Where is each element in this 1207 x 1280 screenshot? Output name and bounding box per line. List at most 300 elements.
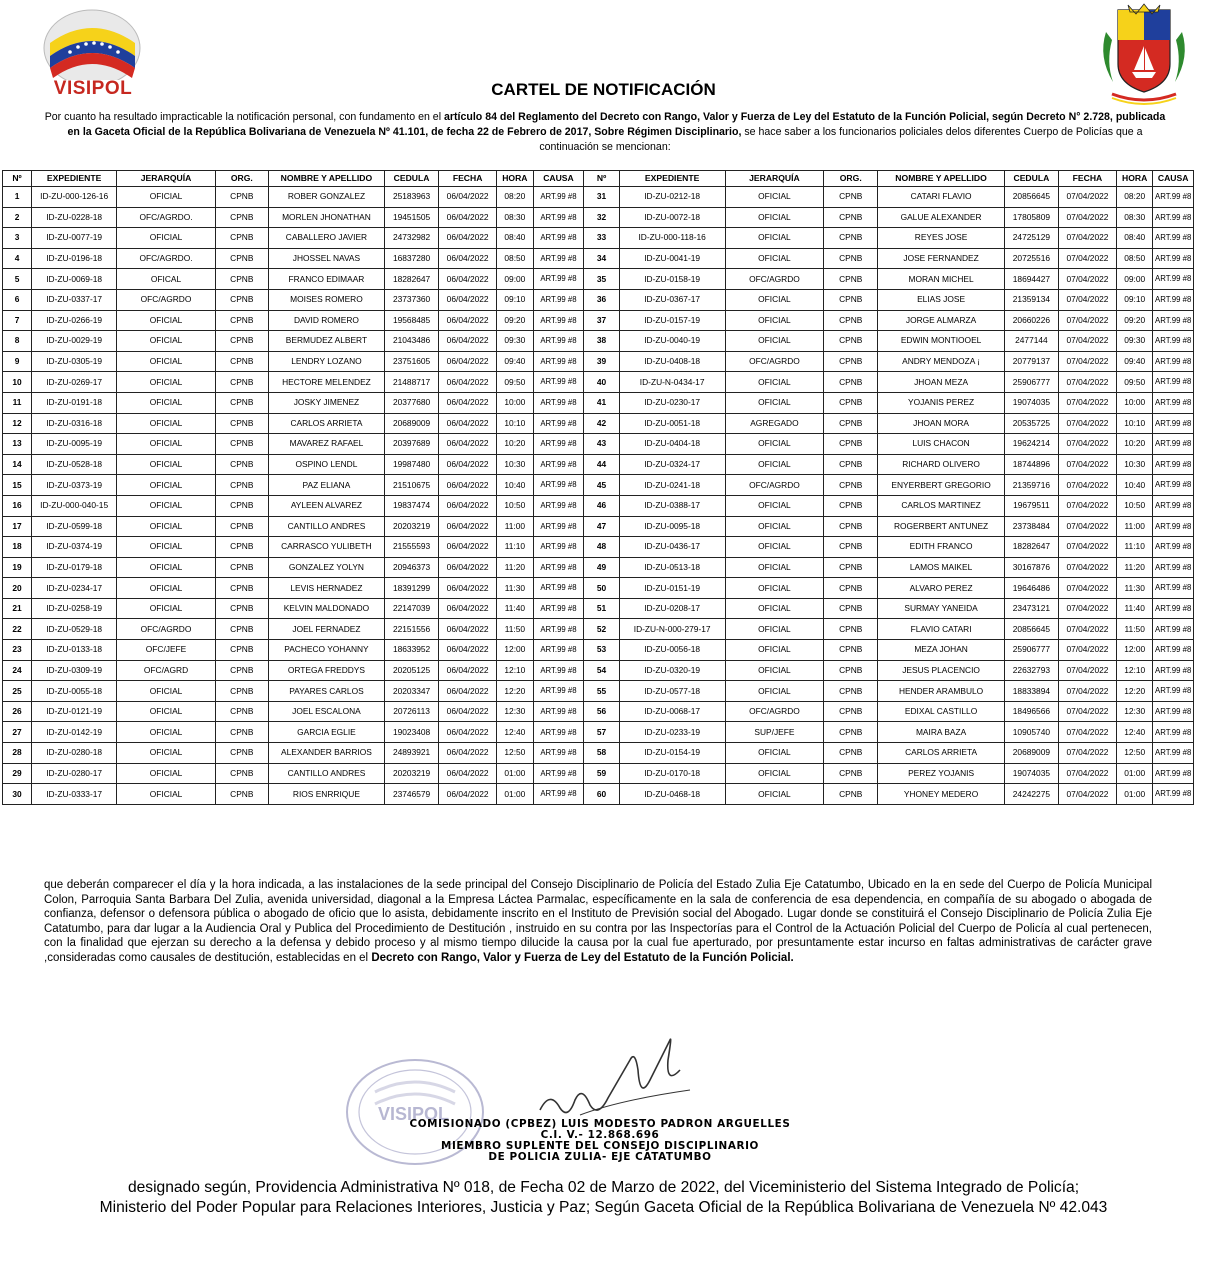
table-cell: ROBER GONZALEZ [268,187,384,208]
table-cell: CPNB [824,537,878,558]
table-cell: ID-ZU-0577-18 [619,681,725,702]
table-cell: ID-ZU-0051-18 [619,413,725,434]
table-cell: BERMUDEZ ALBERT [268,331,384,352]
table-cell: OFICIAL [725,187,824,208]
column-header: ORG. [824,171,878,187]
table-cell: CPNB [824,434,878,455]
table-cell: 12:30 [1117,701,1153,722]
table-cell: CANTILLO ANDRES [268,763,384,784]
table-cell: OFICIAL [725,578,824,599]
table-cell: 10:40 [497,475,533,496]
table-cell: 07/04/2022 [1058,784,1116,805]
table-row [3,598,1194,619]
table-cell: ID-ZU-0280-17 [32,763,117,784]
table-cell: 11:00 [497,516,533,537]
table-cell: CPNB [215,331,268,352]
table-cell: ART.99 #8 [1153,269,1194,290]
table-cell: 23 [3,640,32,661]
table-cell: OFICIAL [117,784,216,805]
table-cell: CPNB [824,228,878,249]
table-cell: 11:30 [497,578,533,599]
table-cell: 4 [3,248,32,269]
table-cell: 22147039 [385,598,439,619]
table-cell: 14 [3,454,32,475]
table-cell: OFICIAL [117,310,216,331]
table-cell: JORGE ALMARZA [878,310,1005,331]
table-cell: 16 [3,495,32,516]
table-cell: 2477144 [1004,331,1058,352]
table-cell: 06/04/2022 [439,495,497,516]
column-header: CAUSA [533,171,584,187]
table-cell: 06/04/2022 [439,289,497,310]
table-cell: ART.99 #8 [533,537,584,558]
table-cell: 60 [584,784,619,805]
table-cell: OFICIAL [725,660,824,681]
table-cell: 07/04/2022 [1058,413,1116,434]
table-cell: 56 [584,701,619,722]
table-cell: CPNB [824,475,878,496]
table-cell: 5 [3,269,32,290]
table-cell: 06/04/2022 [439,228,497,249]
table-row [3,495,1194,516]
table-cell: 29 [3,763,32,784]
table-cell: 20689009 [385,413,439,434]
table-cell: LUIS CHACON [878,434,1005,455]
table-cell: ID-ZU-0095-18 [619,516,725,537]
table-cell: 06/04/2022 [439,475,497,496]
table-cell: 10:40 [1117,475,1153,496]
table-cell: 18496566 [1004,701,1058,722]
table-cell: ART.99 #8 [533,784,584,805]
table-cell: OFICIAL [117,516,216,537]
table-cell: 12:50 [1117,743,1153,764]
table-cell: 21359134 [1004,289,1058,310]
table-cell: OFICIAL [725,495,824,516]
table-cell: 20856645 [1004,187,1058,208]
table-cell: 10:00 [497,392,533,413]
table-cell: 08:40 [497,228,533,249]
column-header: Nº [584,171,619,187]
table-cell: CPNB [215,537,268,558]
table-cell: ALEXANDER BARRIOS [268,743,384,764]
table-cell: AYLEEN ALVAREZ [268,495,384,516]
table-cell: 06/04/2022 [439,434,497,455]
table-cell: CPNB [215,248,268,269]
table-cell: ART.99 #8 [533,413,584,434]
table-cell: ID-ZU-0040-19 [619,331,725,352]
table-cell: 18633952 [385,640,439,661]
table-cell: 40 [584,372,619,393]
table-cell: 09:00 [1117,269,1153,290]
table-cell: LEVIS HERNADEZ [268,578,384,599]
table-cell: OFICIAL [117,701,216,722]
table-cell: ID-ZU-000-040-15 [32,495,117,516]
table-cell: OFICIAL [725,743,824,764]
table-cell: 12:10 [1117,660,1153,681]
table-cell: OSPINO LENDL [268,454,384,475]
table-cell: CPNB [824,701,878,722]
table-cell: ART.99 #8 [1153,763,1194,784]
table-cell: 12:40 [497,722,533,743]
table-cell: 13 [3,434,32,455]
table-cell: 08:40 [1117,228,1153,249]
table-cell: CPNB [215,619,268,640]
table-cell: YHONEY MEDERO [878,784,1005,805]
signer-org: DE POLICIA ZULIA- EJE CATATUMBO [488,1151,712,1163]
table-cell: 11:50 [497,619,533,640]
table-cell: 54 [584,660,619,681]
table-cell: ART.99 #8 [1153,743,1194,764]
table-row [3,228,1194,249]
column-header: Nº [3,171,32,187]
table-cell: 08:20 [497,187,533,208]
table-cell: ART.99 #8 [533,578,584,599]
table-cell: 19023408 [385,722,439,743]
page-title: CARTEL DE NOTIFICACIÓN [491,80,716,99]
table-cell: 06/04/2022 [439,681,497,702]
table-cell: ID-ZU-0388-17 [619,495,725,516]
table-cell: CPNB [215,228,268,249]
table-cell: OFICIAL [725,310,824,331]
table-cell: ART.99 #8 [533,495,584,516]
column-header: FECHA [439,171,497,187]
table-cell: YOJANIS PEREZ [878,392,1005,413]
table-cell: 12:00 [1117,640,1153,661]
table-cell: ID-ZU-0208-17 [619,598,725,619]
table-cell: 30 [3,784,32,805]
table-cell: 07/04/2022 [1058,475,1116,496]
table-cell: 44 [584,454,619,475]
table-cell: OFICIAL [725,681,824,702]
table-cell: 06/04/2022 [439,269,497,290]
table-cell: 06/04/2022 [439,454,497,475]
table-cell: OFICAL [117,269,216,290]
table-cell: 08:50 [1117,248,1153,269]
table-cell: 09:00 [497,269,533,290]
table-cell: 18694427 [1004,269,1058,290]
table-cell: 18282647 [1004,537,1058,558]
table-cell: 09:10 [497,289,533,310]
table-cell: 06/04/2022 [439,598,497,619]
table-cell: 21043486 [385,331,439,352]
table-row [3,660,1194,681]
table-cell: 06/04/2022 [439,763,497,784]
notification-table [2,170,1194,805]
table-cell: 09:40 [1117,351,1153,372]
column-header: CEDULA [385,171,439,187]
table-cell: 07/04/2022 [1058,516,1116,537]
table-cell: 06/04/2022 [439,557,497,578]
table-cell: 20203347 [385,681,439,702]
table-cell: ART.99 #8 [533,434,584,455]
table-cell: 3 [3,228,32,249]
table-cell: CARLOS ARRIETA [878,743,1005,764]
table-cell: 23737360 [385,289,439,310]
table-cell: OFC/AGRDO [725,701,824,722]
table-cell: ID-ZU-0513-18 [619,557,725,578]
table-cell: CPNB [215,722,268,743]
table-cell: 21 [3,598,32,619]
table-cell: OFICIAL [725,248,824,269]
table-cell: CPNB [215,310,268,331]
table-cell: ELIAS JOSE [878,289,1005,310]
table-row [3,248,1194,269]
table-cell: 11:10 [497,537,533,558]
table-cell: 22632793 [1004,660,1058,681]
table-cell: 06/04/2022 [439,392,497,413]
visipol-logo-text: VISIPOL [53,78,133,99]
table-cell: CPNB [215,495,268,516]
table-cell: CPNB [215,578,268,599]
table-cell: OFICIAL [117,454,216,475]
table-cell: 12:00 [497,640,533,661]
table-row [3,310,1194,331]
table-cell: ID-ZU-0151-19 [619,578,725,599]
table-cell: 12:10 [497,660,533,681]
table-cell: CPNB [824,248,878,269]
table-cell: OFICIAL [117,475,216,496]
table-cell: 19679511 [1004,495,1058,516]
table-cell: OFC/AGRDO [725,475,824,496]
table-cell: 10:50 [497,495,533,516]
table-cell: JOEL ESCALONA [268,701,384,722]
table-cell: OFC/AGRDO [725,269,824,290]
table-cell: 59 [584,763,619,784]
table-cell: 20377680 [385,392,439,413]
table-cell: 11:10 [1117,537,1153,558]
table-cell: 25906777 [1004,372,1058,393]
table-row [3,289,1194,310]
table-row [3,392,1194,413]
table-cell: OFICIAL [117,681,216,702]
table-cell: 01:00 [497,784,533,805]
table-cell: KELVIN MALDONADO [268,598,384,619]
column-header: FECHA [1058,171,1116,187]
table-cell: ART.99 #8 [533,763,584,784]
table-cell: 6 [3,289,32,310]
table-cell: OFICIAL [117,743,216,764]
table-cell: 36 [584,289,619,310]
table-cell: JHOSSEL NAVAS [268,248,384,269]
table-row [3,578,1194,599]
table-cell: ID-ZU-0056-18 [619,640,725,661]
table-cell: ART.99 #8 [1153,681,1194,702]
table-cell: 47 [584,516,619,537]
table-cell: CPNB [824,495,878,516]
table-cell: ID-ZU-0324-17 [619,454,725,475]
table-cell: CPNB [824,516,878,537]
table-cell: 10:10 [497,413,533,434]
table-cell: ID-ZU-0233-19 [619,722,725,743]
table-cell: 46 [584,495,619,516]
table-cell: 24893921 [385,743,439,764]
table-cell: ART.99 #8 [533,187,584,208]
table-cell: ART.99 #8 [1153,187,1194,208]
column-header: CEDULA [1004,171,1058,187]
table-cell: CPNB [215,640,268,661]
table-cell: ID-ZU-0436-17 [619,537,725,558]
table-cell: 07/04/2022 [1058,640,1116,661]
table-cell: ID-ZU-0241-18 [619,475,725,496]
table-cell: MEZA JOHAN [878,640,1005,661]
table-cell: CPNB [824,640,878,661]
column-header: HORA [497,171,533,187]
table-cell: 9 [3,351,32,372]
table-cell: 39 [584,351,619,372]
table-cell: 19624214 [1004,434,1058,455]
table-cell: ID-ZU-0305-19 [32,351,117,372]
table-cell: JOEL FERNADEZ [268,619,384,640]
table-cell: 25 [3,681,32,702]
table-row [3,207,1194,228]
table-cell: 10:00 [1117,392,1153,413]
table-cell: 22 [3,619,32,640]
table-cell: 09:50 [1117,372,1153,393]
table-cell: OFC/AGRDO [725,351,824,372]
table-cell: 12:30 [497,701,533,722]
table-row [3,743,1194,764]
table-cell: EDIXAL CASTILLO [878,701,1005,722]
table-cell: ART.99 #8 [1153,454,1194,475]
table-row [3,372,1194,393]
table-cell: OFICIAL [117,228,216,249]
table-cell: 49 [584,557,619,578]
table-cell: PACHECO YOHANNY [268,640,384,661]
table-cell: CPNB [215,598,268,619]
table-cell: ART.99 #8 [1153,598,1194,619]
table-row [3,413,1194,434]
table-cell: OFC/AGRDO. [117,248,216,269]
footer-line-2: Ministerio del Poder Popular para Relaciones Interiores, Justicia y Paz; Según Gaceta Oficial de la República Bolivariana de Venezuela Nº 42.043 [99,1199,1108,1216]
table-cell: 07/04/2022 [1058,372,1116,393]
table-cell: OFICIAL [117,598,216,619]
table-cell: CPNB [824,578,878,599]
table-cell: 50 [584,578,619,599]
table-cell: 07/04/2022 [1058,269,1116,290]
table-row [3,516,1194,537]
table-cell: 07/04/2022 [1058,187,1116,208]
table-cell: AGREGADO [725,413,824,434]
table-cell: ART.99 #8 [533,454,584,475]
table-cell: 34 [584,248,619,269]
table-cell: DAVID ROMERO [268,310,384,331]
table-cell: OFICIAL [725,331,824,352]
table-cell: OFICIAL [117,578,216,599]
table-cell: 23738484 [1004,516,1058,537]
table-cell: ID-ZU-0077-19 [32,228,117,249]
table-cell: ID-ZU-0029-19 [32,331,117,352]
table-cell: FRANCO EDIMAAR [268,269,384,290]
table-cell: LENDRY LOZANO [268,351,384,372]
table-cell: 24 [3,660,32,681]
table-cell: 10:20 [497,434,533,455]
table-cell: OFICIAL [117,763,216,784]
table-cell: 07/04/2022 [1058,763,1116,784]
table-cell: 53 [584,640,619,661]
table-cell: 11 [3,392,32,413]
table-cell: OFC/JEFE [117,640,216,661]
table-row [3,619,1194,640]
table-cell: 07/04/2022 [1058,660,1116,681]
table-cell: CPNB [215,207,268,228]
table-cell: GALUE ALEXANDER [878,207,1005,228]
table-cell: 26 [3,701,32,722]
table-cell: ART.99 #8 [1153,640,1194,661]
intro-paragraph [40,110,1170,155]
table-cell: 20397689 [385,434,439,455]
table-cell: CPNB [215,454,268,475]
table-cell: ART.99 #8 [1153,516,1194,537]
table-cell: 07/04/2022 [1058,331,1116,352]
table-cell: 19074035 [1004,763,1058,784]
table-cell: 11:30 [1117,578,1153,599]
table-cell: 20203219 [385,763,439,784]
table-cell: MORLEN JHONATHAN [268,207,384,228]
table-cell: ART.99 #8 [1153,392,1194,413]
table-cell: ID-ZU-0408-18 [619,351,725,372]
table-cell: 12 [3,413,32,434]
table-cell: ID-ZU-0528-18 [32,454,117,475]
table-cell: ART.99 #8 [533,269,584,290]
table-cell: 06/04/2022 [439,372,497,393]
table-cell: ID-ZU-0179-18 [32,557,117,578]
table-cell: ART.99 #8 [533,722,584,743]
signer-role: MIEMBRO SUPLENTE DEL CONSEJO DISCIPLINARIO [441,1140,759,1152]
table-cell: 07/04/2022 [1058,619,1116,640]
table-cell: 06/04/2022 [439,722,497,743]
table-cell: ID-ZU-0320-19 [619,660,725,681]
table-cell: OFICIAL [117,413,216,434]
table-cell: CABALLERO JAVIER [268,228,384,249]
table-cell: CPNB [215,351,268,372]
table-cell: 20 [3,578,32,599]
table-cell: 07/04/2022 [1058,578,1116,599]
table-cell: ID-ZU-0154-19 [619,743,725,764]
table-cell: OFICIAL [725,784,824,805]
table-cell: JOSE FERNANDEZ [878,248,1005,269]
table-cell: 48 [584,537,619,558]
table-cell: CPNB [215,784,268,805]
footer-line-1: designado según, Providencia Administrativa Nº 018, de Fecha 02 de Marzo de 2022, del Viceministerio del Sistema Integrado de Policía; [127,1179,1080,1196]
table-cell: OFICIAL [725,207,824,228]
table-cell: 07/04/2022 [1058,392,1116,413]
table-cell: 35 [584,269,619,290]
table-cell: 20203219 [385,516,439,537]
signer-block [300,1119,900,1163]
table-cell: 31 [584,187,619,208]
signer-name: COMISIONADO (CPBEZ) LUIS MODESTO PADRON ARGUELLES [409,1118,791,1130]
table-cell: CPNB [215,681,268,702]
table-cell: RICHARD OLIVERO [878,454,1005,475]
table-cell: 20660226 [1004,310,1058,331]
table-cell: 30167876 [1004,557,1058,578]
table-header-row [3,171,1194,187]
table-cell: CPNB [824,784,878,805]
table-cell: 07/04/2022 [1058,598,1116,619]
table-cell: ART.99 #8 [533,289,584,310]
table-cell: OFICIAL [725,619,824,640]
table-cell: 07/04/2022 [1058,557,1116,578]
table-cell: OFICIAL [117,331,216,352]
table-cell: ART.99 #8 [533,660,584,681]
table-cell: 23473121 [1004,598,1058,619]
table-row [3,269,1194,290]
intro-text-1: Por cuanto ha resultado impracticable la notificación personal, con fundamento en el [44,111,444,123]
table-cell: OFC/AGRD [117,660,216,681]
table-cell: ART.99 #8 [533,351,584,372]
column-header: HORA [1117,171,1153,187]
table-cell: ART.99 #8 [1153,557,1194,578]
